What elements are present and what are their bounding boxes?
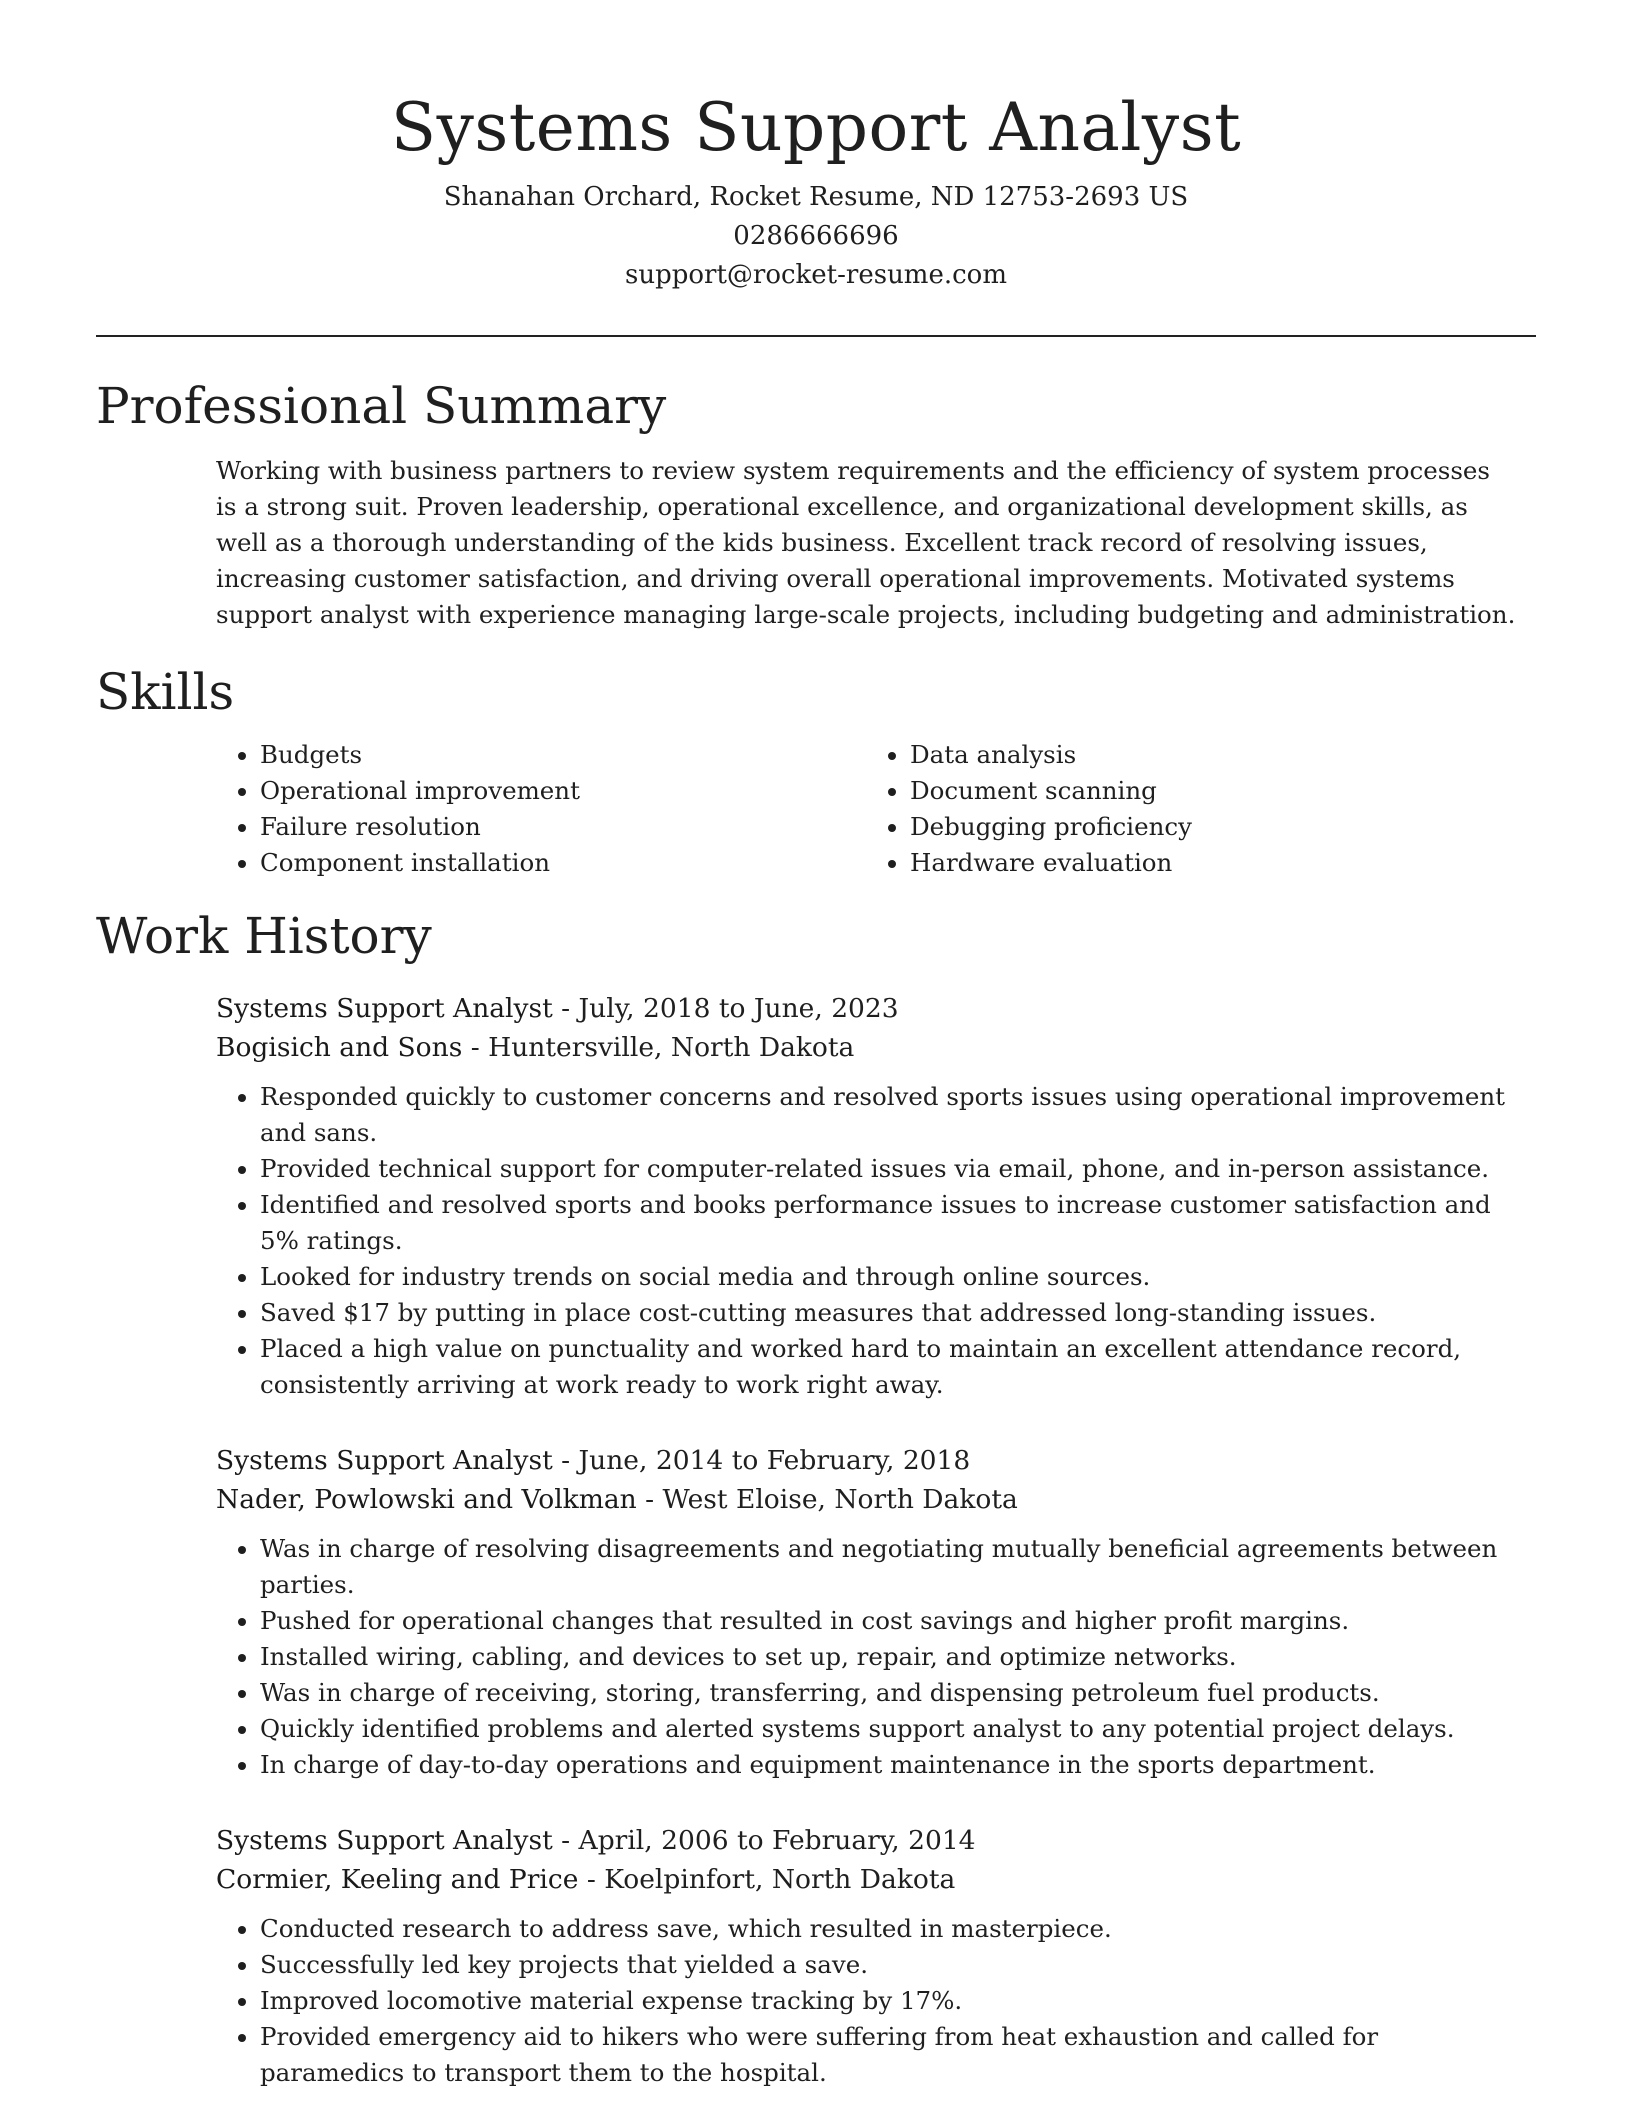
summary-text: Working with business partners to review system requirements and the efficiency of system processes is a strong suit. Proven leadership, operational excellence, and organizational development skills, as well as a thorough understanding of the kids business. Excellent track record of resolving issues, increasing customer satisfaction, and driving overall operational improvements. Motivated systems support analyst with experience managing large-scale projects, including budgeting and administration. bbox=[216, 456, 1516, 629]
job-title-line bbox=[216, 989, 1536, 1028]
job-title-line bbox=[216, 1441, 1536, 1480]
job-bullet: • Successfully led key projects that yielded a save. bbox=[260, 1947, 1516, 1983]
job-bullet: • Looked for industry trends on social media and through online sources. bbox=[260, 1259, 1516, 1295]
job-bullet: • Improved locomotive material expense tracking by 17%. bbox=[260, 1983, 1516, 2019]
summary-heading: Professional Summary bbox=[96, 377, 667, 435]
job-dates: - June, 2014 to February, 2018 bbox=[552, 1445, 971, 1476]
job-bullets bbox=[216, 1911, 1516, 2091]
job-bullet: • Installed wiring, cabling, and devices to set up, repair, and optimize networks. bbox=[260, 1639, 1516, 1675]
skill-item: • Operational improvement bbox=[260, 773, 866, 809]
job-location: - Huntersville, North Dakota bbox=[462, 1032, 855, 1063]
skill-item: • Hardware evaluation bbox=[910, 845, 1516, 881]
job-location: - West Eloise, North Dakota bbox=[636, 1484, 1018, 1515]
job-entry bbox=[216, 1821, 1536, 2091]
skills-column-left bbox=[216, 737, 866, 881]
contact-phone: 0286666696 bbox=[733, 221, 899, 251]
contact-address: Shanahan Orchard, Rocket Resume, ND 12753-2693 US bbox=[443, 182, 1189, 212]
work-history-heading: Work History bbox=[96, 907, 432, 965]
job-bullet: • Responded quickly to customer concerns and resolved sports issues using operational improvement and sans. bbox=[260, 1079, 1516, 1151]
header-divider bbox=[96, 335, 1536, 337]
job-company: Bogisich and Sons bbox=[216, 1032, 463, 1063]
candidate-name: Systems Support Analyst bbox=[390, 89, 1242, 166]
job-bullet: • Pushed for operational changes that resulted in cost savings and higher profit margins. bbox=[260, 1603, 1516, 1639]
job-company: Nader, Powlowski and Volkman bbox=[216, 1484, 637, 1515]
job-bullet: • In charge of day-to-day operations and equipment maintenance in the sports department. bbox=[260, 1747, 1516, 1783]
skill-item: • Data analysis bbox=[910, 737, 1516, 773]
job-title: Systems Support Analyst bbox=[216, 993, 553, 1024]
job-company-line bbox=[216, 1860, 1536, 1899]
job-dates: - April, 2006 to February, 2014 bbox=[552, 1825, 976, 1856]
skill-item: • Failure resolution bbox=[260, 809, 866, 845]
job-dates: - July, 2018 to June, 2023 bbox=[552, 993, 899, 1024]
skill-item: • Debugging proficiency bbox=[910, 809, 1516, 845]
job-bullet: • Identified and resolved sports and books performance issues to increase customer satisfaction and 5% ratings. bbox=[260, 1187, 1516, 1259]
skill-item: • Budgets bbox=[260, 737, 866, 773]
job-entry bbox=[216, 989, 1536, 1403]
job-bullet: • Was in charge of receiving, storing, transferring, and dispensing petroleum fuel products. bbox=[260, 1675, 1516, 1711]
job-location: - Koelpinfort, North Dakota bbox=[578, 1864, 956, 1895]
skills-list bbox=[216, 737, 1536, 881]
job-bullet: • Conducted research to address save, which resulted in masterpiece. bbox=[260, 1911, 1516, 1947]
contact-block bbox=[96, 178, 1536, 295]
job-bullet: • Quickly identified problems and alerted systems support analyst to any potential project delays. bbox=[260, 1711, 1516, 1747]
job-bullet: • Placed a high value on punctuality and worked hard to maintain an excellent attendance record, consistently arriving at work ready to work right away. bbox=[260, 1331, 1516, 1403]
job-bullets bbox=[216, 1079, 1516, 1403]
job-company-line bbox=[216, 1480, 1536, 1519]
job-bullet: • Provided emergency aid to hikers who were suffering from heat exhaustion and called for paramedics to transport them to the hospital. bbox=[260, 2019, 1516, 2091]
job-title-line bbox=[216, 1821, 1536, 1860]
skills-column-right bbox=[866, 737, 1516, 881]
resume-page bbox=[96, 0, 1536, 2091]
job-title: Systems Support Analyst bbox=[216, 1445, 553, 1476]
job-company-line bbox=[216, 1028, 1536, 1067]
contact-email: support@rocket-resume.com bbox=[624, 260, 1007, 290]
resume-header bbox=[96, 0, 1536, 295]
skill-item: • Component installation bbox=[260, 845, 866, 881]
job-bullet: • Was in charge of resolving disagreements and negotiating mutually beneficial agreements between parties. bbox=[260, 1531, 1516, 1603]
skill-item: • Document scanning bbox=[910, 773, 1516, 809]
job-bullet: • Saved $17 by putting in place cost-cutting measures that addressed long-standing issues. bbox=[260, 1295, 1516, 1331]
job-entry bbox=[216, 1441, 1536, 1783]
job-bullets bbox=[216, 1531, 1516, 1783]
job-company: Cormier, Keeling and Price bbox=[216, 1864, 579, 1895]
job-bullet: • Provided technical support for computer-related issues via email, phone, and in-person assistance. bbox=[260, 1151, 1516, 1187]
skills-heading: Skills bbox=[96, 663, 235, 721]
job-title: Systems Support Analyst bbox=[216, 1825, 553, 1856]
